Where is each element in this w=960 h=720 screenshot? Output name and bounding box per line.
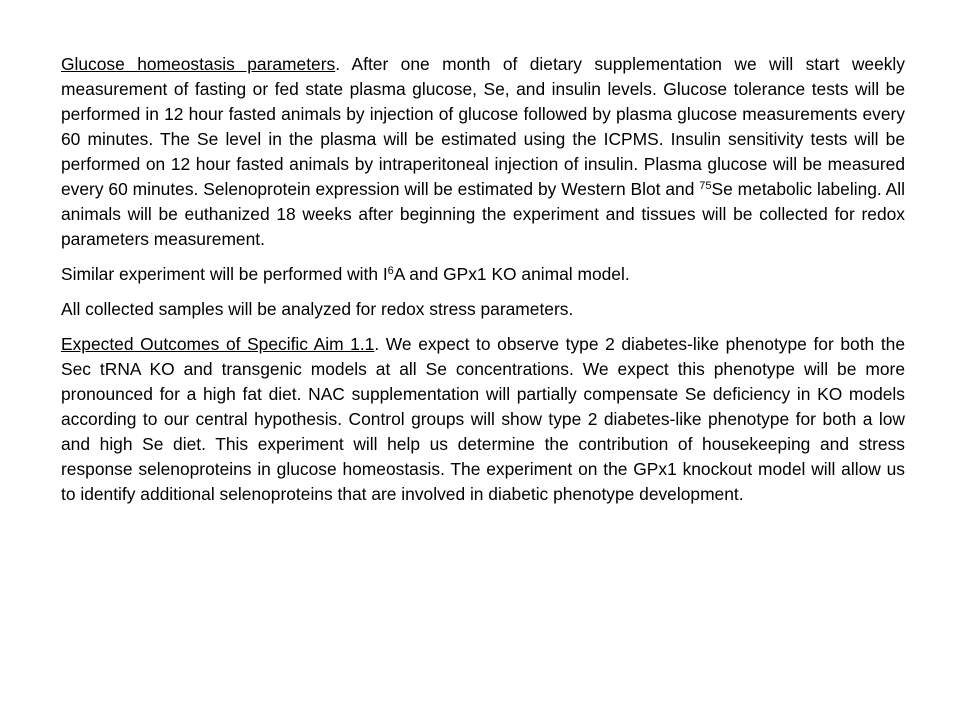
- isotope-superscript: 6: [387, 265, 394, 277]
- paragraph-text: A and GPx1 KO animal model.: [393, 264, 630, 284]
- isotope-superscript: 75: [699, 180, 712, 192]
- paragraph-collected-samples: [61, 297, 905, 322]
- heading-period: .: [374, 334, 380, 354]
- section-heading-expected-outcomes: Expected Outcomes of Specific Aim 1.1: [61, 334, 375, 354]
- paragraph-glucose-homeostasis: [61, 52, 905, 252]
- document-body: [61, 52, 905, 517]
- paragraph-similar-experiment: [61, 262, 905, 287]
- section-heading-glucose-homeostasis: Glucose homeostasis parameters: [61, 54, 336, 74]
- paragraph-text: After one month of dietary supplementation we will start weekly measurement of fasting or fed state plasma glucose, Se, and insulin levels. Glucose tolerance tests will be performed in 12 hour fasted animals by injection of glucose followed by plasma glucose measurements every 60 minutes. The Se level in the plasma will be estimated using the ICPMS. Insulin sensitivity tests will be performed on 12 hour fasted animals by intraperitoneal injection of insulin. Plasma glucose will be measured every 60 minutes. Selenoprotein expression will be estimated by Western Blot and: [61, 54, 905, 199]
- paragraph-text: Se metabolic labeling. All animals will be euthanized 18 weeks after beginning the experiment and tissues will be collected for redox parameters measurement.: [61, 179, 906, 249]
- paragraph-text: All collected samples will be analyzed for redox stress parameters.: [61, 299, 574, 319]
- paragraph-text: Similar experiment will be performed with I: [61, 264, 388, 284]
- paragraph-expected-outcomes: [61, 332, 905, 507]
- paragraph-text: We expect to observe type 2 diabetes-like phenotype for both the Sec tRNA KO and transgenic models at all Se concentrations. We expect this phenotype will be more pronounced for a high fat diet. NAC supplementation will partially compensate Se deficiency in KO models according to our central hypothesis. Control groups will show type 2 diabetes-like phenotype for both a low and high Se diet. This experiment will help us determine the contribution of housekeeping and stress response selenoproteins in glucose homeostasis. The experiment on the GPx1 knockout model will allow us to identify additional selenoproteins that are involved in diabetic phenotype development.: [61, 334, 905, 504]
- heading-period: .: [335, 54, 341, 74]
